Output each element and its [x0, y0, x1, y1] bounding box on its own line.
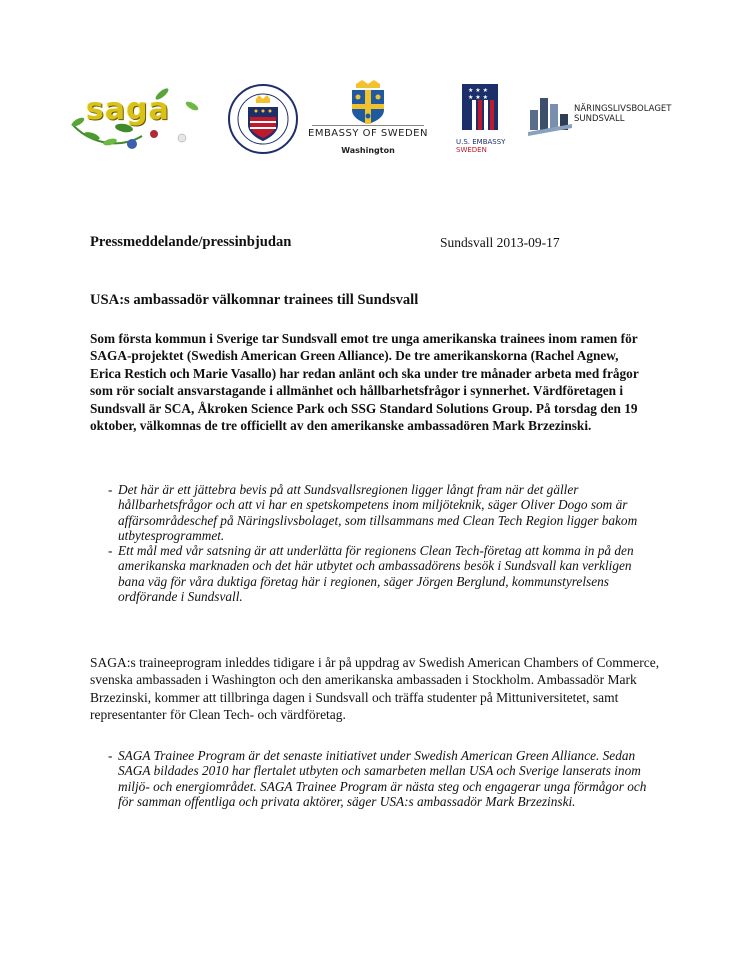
quote-text: SAGA Trainee Program är det senaste initiativet under Swedish American Green Alliance. Sedan SAGA bildades 2010 har flertalet utbyten och samarbeten mellan USA och Sverige lanserats inom miljö- och energiområdet. SAGA Trainee Program är nästa steg och engagerar unga förmågor och för samman offentliga och privata aktörer, säger USA:s ambassadör Mark Brzezinski.	[118, 748, 647, 809]
quote-item	[90, 748, 650, 809]
press-release-title: Pressmeddelande/pressinbjudan	[90, 234, 292, 250]
svg-text:★ ★ ★: ★ ★ ★	[468, 94, 488, 101]
list-dash: -	[108, 748, 113, 763]
us-flag-icon	[456, 80, 508, 136]
us-embassy-line2: SWEDEN	[456, 146, 487, 154]
list-dash: -	[108, 543, 113, 559]
saga-logo	[62, 76, 212, 156]
embassy-of-sweden-logo	[306, 78, 430, 166]
press-release-date: Sundsvall 2013-09-17	[440, 235, 560, 250]
list-dash: -	[108, 482, 113, 497]
naringslivsbolaget-logo	[528, 88, 688, 148]
naring-line2: SUNDSVALL	[574, 114, 625, 124]
naring-line1: NÄRINGSLIVSBOLAGET	[574, 104, 672, 114]
body-paragraph: SAGA:s traineeprogram inleddes tidigare i år på uppdrag av Swedish American Chambers of Commerce, svenska ambassaden i Washington och den amerikanska ambassaden i Stockholm. Ambassadör Mark Brzezinski, kommer att tillbringa dagen i Sundsvall och träffa studenter på Mittuniversitetet, samt representanter för Clean Tech- och värdföretag.	[90, 655, 660, 723]
quote-item	[90, 543, 650, 604]
intro-paragraph: Som första kommun i Sverige tar Sundsvall emot tre unga amerikanska trainees inom ramen för SAGA-projektet (Swedish American Green Alliance). De tre amerikanskorna (Rachel Agnew, Erica Restich och Marie Vasallo) har redan anlänt och ska under tre månader arbeta med frågor som rör socialt ansvarstagande i allmänhet och hållbarhetsfrågor i synnerhet. Värdföretagen i Sundsvall är SCA, Åkroken Science Park och SSG Standard Solutions Group. På torsdag den 19 oktober, välkomnas de tre officiellt av den amerikanske ambassadören Mark Brzezinski.	[90, 331, 639, 434]
us-embassy-sweden-logo	[456, 80, 508, 164]
seal-icon	[226, 77, 300, 161]
saga-wordmark: saga	[86, 92, 170, 127]
us-embassy-label	[456, 138, 508, 154]
city-skyline-icon	[528, 88, 572, 138]
svg-text:★ ★ ★: ★ ★ ★	[468, 87, 488, 94]
us-embassy-line1: U.S. EMBASSY	[456, 138, 506, 146]
quote-text: Ett mål med vår satsning är att underlätta för regionens Clean Tech-företag att komma in på den amerikanska marknaden och det här utbytet och ambassadörens besök i Sundsvall kan verkligen bana väg för våra duktiga företag här i regionen, säger Jörgen Berglund, kommunstyrelsens ordförande i Sundsvall.	[118, 543, 634, 605]
embassy-rule	[312, 125, 424, 126]
swedish-crest-icon	[306, 78, 430, 126]
quote-item	[90, 482, 650, 543]
quote-list-2	[90, 748, 650, 809]
chamber-of-commerce-seal	[226, 77, 300, 161]
naringslivsbolaget-label	[574, 104, 672, 124]
embassy-city: Washington	[341, 146, 395, 155]
quote-text: Det här är ett jättebra bevis på att Sundsvallsregionen ligger långt fram när det gäller hållbarhetsfrågor och att vi har en spetskompetens inom miljöteknik, säger Oliver Dogo som är affärsområdeschef på Näringslivsbolaget, som tillsammans med Clean Tech Region ligger bakom utbytesprogrammet.	[118, 482, 638, 543]
headline: USA:s ambassadör välkomnar trainees till Sundsvall	[90, 292, 419, 308]
quote-list	[90, 482, 650, 604]
embassy-name: EMBASSY OF SWEDEN	[308, 128, 428, 139]
logo-banner	[0, 70, 746, 170]
